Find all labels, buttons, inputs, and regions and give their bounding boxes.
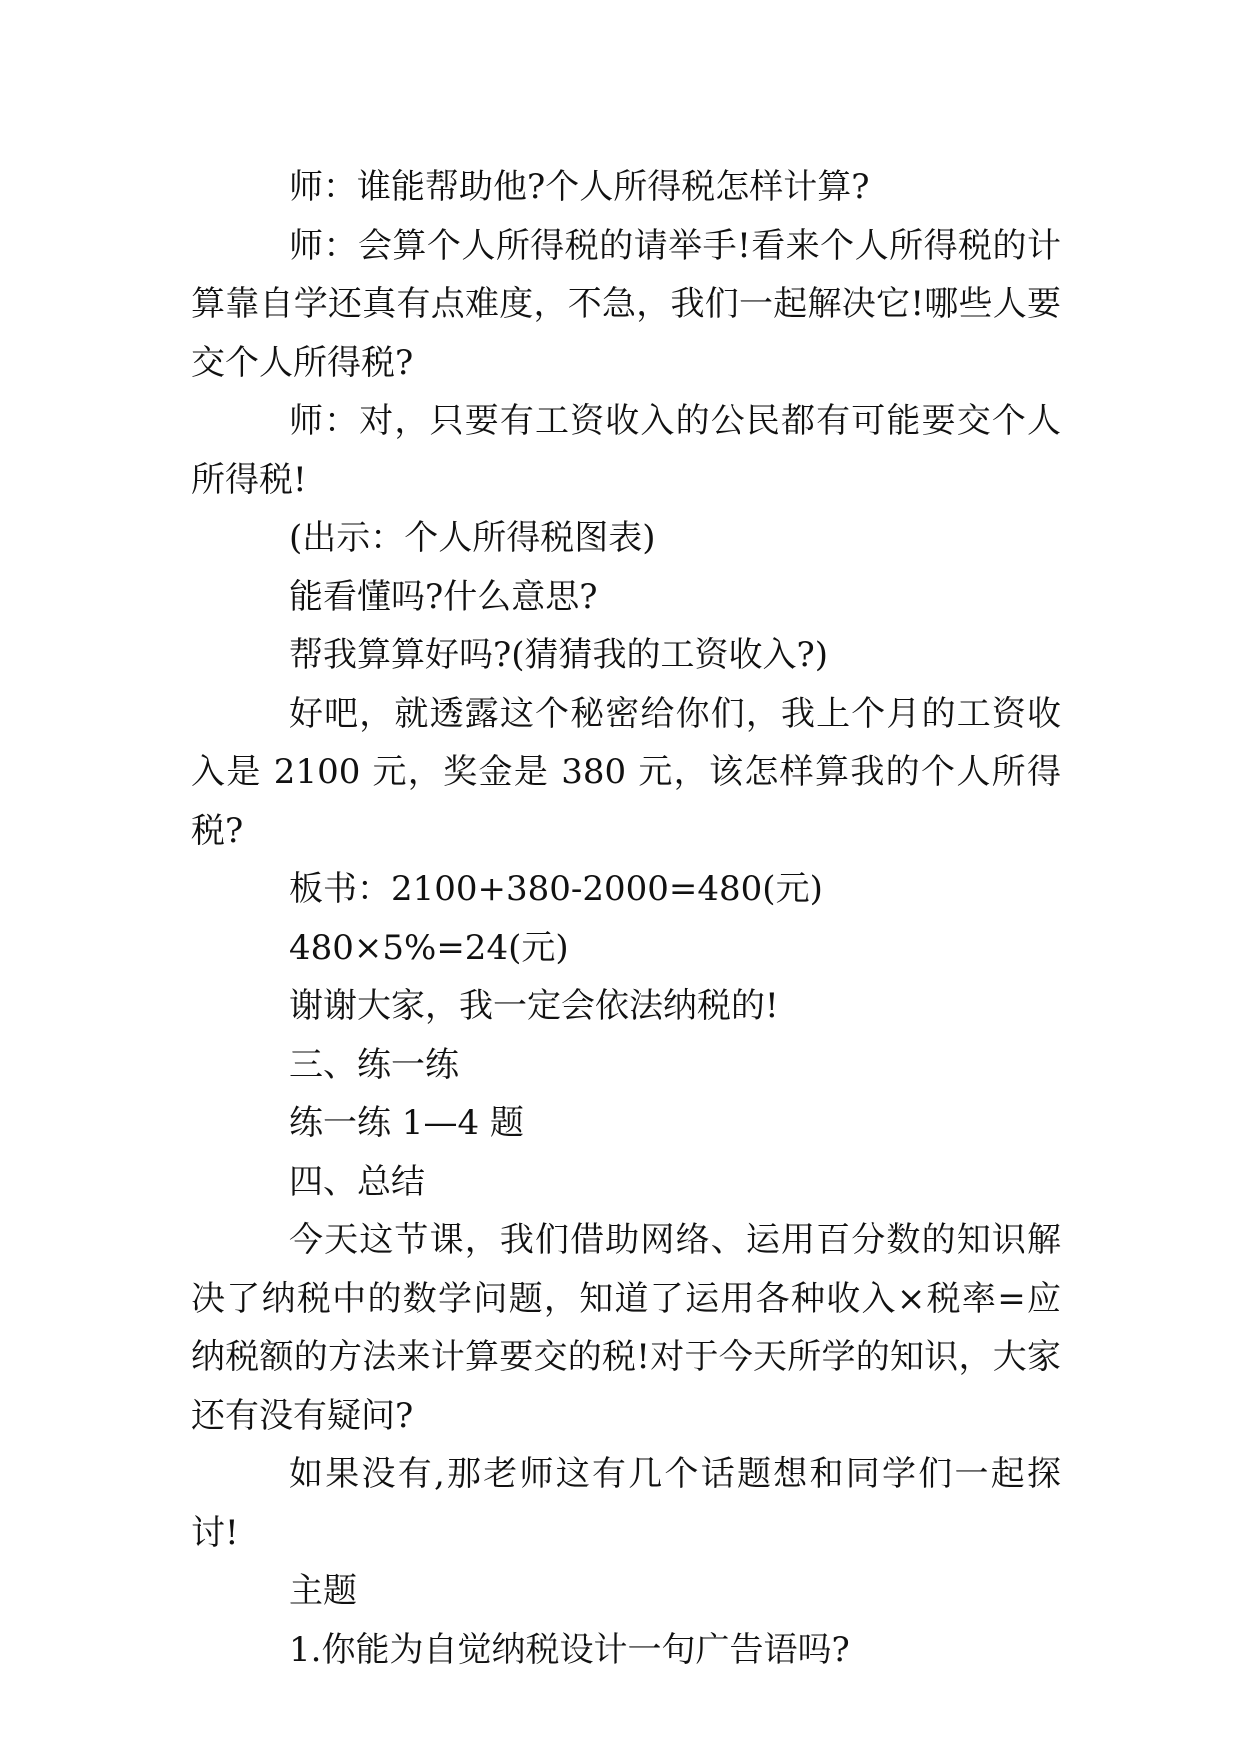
paragraph: 如果没有,那老师这有几个话题想和同学们一起探讨!	[191, 1454, 1061, 1553]
list-item: 1.你能为自觉纳税设计一句广告语吗?	[289, 1629, 850, 1670]
paragraph: 板书：2100+380-2000=480(元)	[289, 869, 823, 909]
paragraph: 480×5%=24(元)	[289, 927, 569, 968]
paragraph: 练一练 1—4 题	[289, 1103, 524, 1143]
paragraph: 帮我算算好吗?(猜猜我的工资收入?)	[289, 635, 828, 675]
paragraph: 主题	[289, 1571, 357, 1611]
document-body	[191, 158, 1061, 1679]
paragraph: 师：会算个人所得税的请举手!看来个人所得税的计算靠自学还真有点难度，不急，我们一起解决它!哪些人要交个人所得税?	[191, 225, 1061, 383]
section-heading: 三、练一练	[289, 1044, 459, 1085]
paragraph: 今天这节课，我们借助网络、运用百分数的知识解决了纳税中的数学问题，知道了运用各种收入×税率=应纳税额的方法来计算要交的税!对于今天所学的知识，大家还有没有疑问?	[191, 1220, 1061, 1436]
section-heading: 四、总结	[289, 1161, 425, 1202]
paragraph: 谢谢大家，我一定会依法纳税的!	[289, 986, 779, 1026]
paragraph: 师：对，只要有工资收入的公民都有可能要交个人所得税!	[191, 401, 1061, 500]
paragraph: 好吧，就透露这个秘密给你们，我上个月的工资收入是 2100 元，奖金是 380 元，该怎样算我的个人所得税?	[191, 693, 1061, 851]
paragraph: 师：谁能帮助他?个人所得税怎样计算?	[289, 167, 870, 207]
paragraph: 能看懂吗?什么意思?	[289, 576, 598, 617]
paragraph: (出示：个人所得税图表)	[289, 518, 656, 558]
